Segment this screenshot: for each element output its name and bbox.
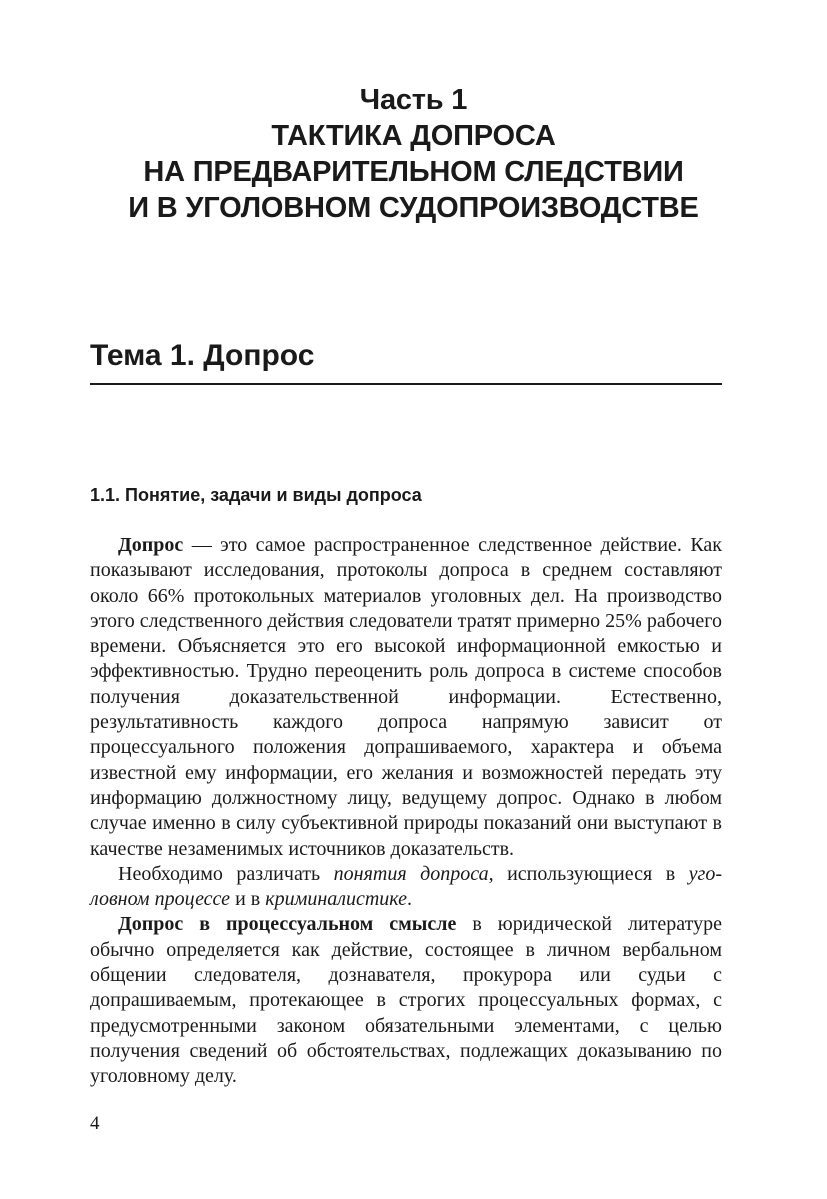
term-dopros: Допрос	[118, 534, 184, 556]
paragraph-3	[90, 912, 722, 1089]
part-title-line-3: И В УГОЛОВНОМ СУДОПРОИЗВОДСТВЕ	[128, 192, 699, 224]
emphasis-term: уголовном процессе	[90, 862, 723, 911]
paragraph-1-text: — это самое распространенное следственное действие. Как показывают исследования, протоколы допроса в среднем составляют около 66% протокольных материалов уголовных дел. На производство этого следственного действия следователи тратят примерно 25% рабочего времени. Объясняется это его высокой информационной емкостью и эффективностью. Трудно переоценить роль допроса в системе способов получения доказательственной информации. Естественно, результативность каждого допроса напрямую зависит от процессуального положения допрашиваемого, характера и объема известной ему информации, его желания и возможностей передать эту информацию должностному лицу, ведущему допрос. Однако в любом случае именно в силу субъективной природы показаний они выступают в качестве незаменимых источников доказательств.	[90, 534, 722, 860]
emphasis-term: криминалистике	[265, 888, 408, 911]
term-procedural-dopros: Допрос в процессуальном смысле	[118, 913, 457, 936]
body-text	[90, 533, 722, 1090]
part-heading	[0, 82, 827, 226]
emphasis-term: понятия допроса	[333, 862, 489, 885]
section-title: 1.1. Понятие, задачи и виды допроса	[90, 485, 422, 505]
part-title-line-2: НА ПРЕДВАРИТЕЛЬНОМ СЛЕДСТВИИ	[143, 156, 684, 188]
topic-divider	[90, 383, 722, 385]
paragraph-2-text: , использующиеся в	[488, 862, 689, 885]
paragraph-2	[90, 862, 722, 913]
paragraph-3-text: в юридической литературе обычно определяется как действие, состоящее в личном вербальном общении следователя, дознавателя, прокурора или судьи с допрашиваемым, протекающее в строгих процессуальных формах, с предусмотренными законом обязательными элементами, с целью получения сведений об обстоятельствах, подлежащих доказыванию по уголовному делу.	[90, 913, 722, 1088]
part-title-line-1: ТАКТИКА ДОПРОСА	[271, 120, 556, 152]
page-number: 4	[90, 1113, 100, 1134]
paragraph-2-text: и в	[230, 888, 266, 911]
part-number: Часть 1	[359, 84, 468, 116]
paragraph-2-text: .	[407, 888, 413, 911]
paragraph-2-text: Необходимо различать	[118, 862, 334, 885]
paragraph-1	[90, 533, 722, 862]
topic-title: Тема 1. Допрос	[90, 339, 315, 372]
